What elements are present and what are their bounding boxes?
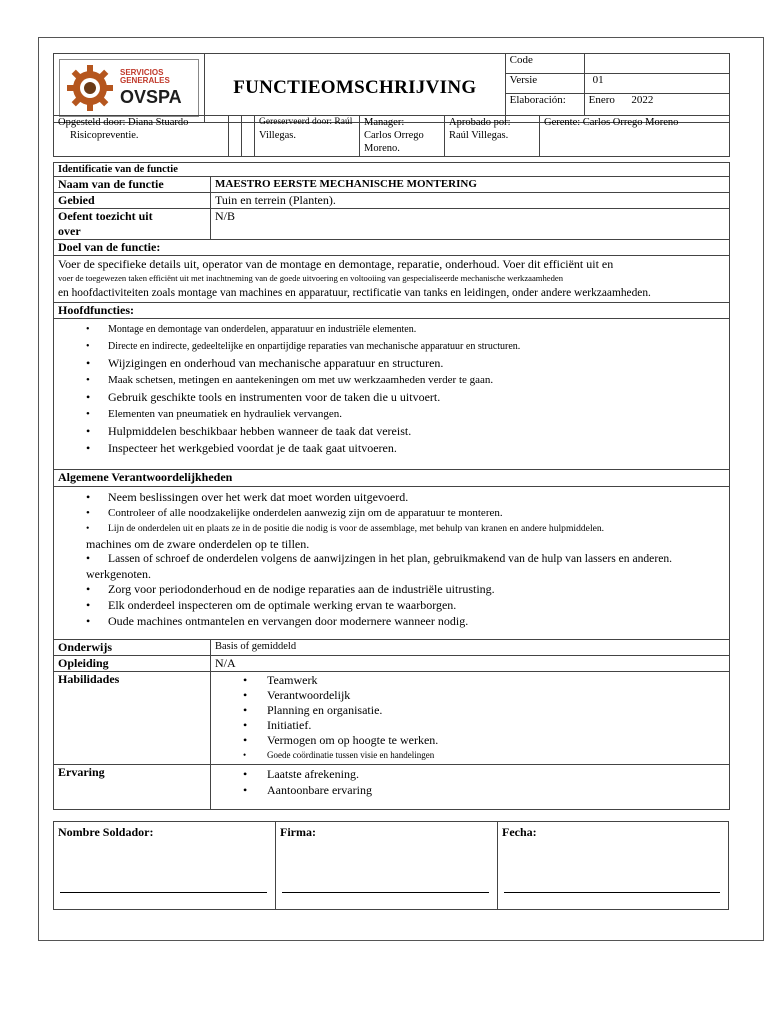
- meta-code-value: [584, 54, 729, 73]
- list-item: • Initiatief.: [215, 718, 725, 733]
- meta-table: [506, 54, 729, 116]
- fecha-signature-line[interactable]: [504, 892, 720, 893]
- doel-heading: Doel van de functie:: [54, 240, 730, 256]
- naam-label: Naam van de functie: [54, 177, 211, 193]
- ervaring-cell: [211, 765, 730, 810]
- doel-body: [54, 256, 730, 303]
- toezicht-value: N/B: [211, 209, 730, 240]
- list-item: • Verantwoordelijk: [215, 688, 725, 703]
- meta-versie-value: 01: [584, 73, 729, 93]
- gereserveerd-line2: Villegas.: [259, 130, 296, 141]
- document-title: FUNCTIEOMSCHRIJVING: [205, 54, 506, 123]
- nombre-signature-line[interactable]: [60, 892, 267, 893]
- ident-heading: Identificatie van de functie: [54, 163, 730, 177]
- meta-cell: [505, 54, 729, 123]
- list-item: • Hulpmiddelen beschikbaar hebben wanneer de taak dat vereist.: [58, 423, 725, 440]
- list-item: • Laatste afrekening.: [215, 766, 725, 782]
- aprobado-line2: Raúl Villegas.: [449, 130, 509, 141]
- habilidades-list: [215, 673, 725, 762]
- gerente-line: Gerente: Carlos Orrego Moreno: [544, 117, 679, 128]
- list-item: • Neem beslissingen over het werk dat moet worden uitgevoerd.: [58, 489, 725, 505]
- aprobado-line1: Aprobado por:: [449, 117, 511, 128]
- manager-line3: Moreno.: [364, 143, 400, 154]
- approval-row: [53, 115, 730, 157]
- list-item: • Wijzigingen en onderhoud van mechanische apparatuur en structuren.: [58, 355, 725, 372]
- habilidades-label: Habilidades: [54, 672, 211, 765]
- list-item: • Lijn de onderdelen uit en plaats ze in de positie die nodig is voor de assemblage, met behulp van kranen en andere hulpmiddelen.: [58, 521, 725, 537]
- document-header: [53, 53, 730, 123]
- opgesteld-cell: [54, 116, 229, 157]
- verant-heading: Algemene Verantwoordelijkheden: [54, 470, 730, 487]
- ervaring-label: Ervaring: [54, 765, 211, 810]
- toezicht-label: [54, 209, 211, 240]
- hoofd-heading: Hoofdfuncties:: [54, 303, 730, 319]
- list-item: • Zorg voor periodonderhoud en de nodige reparaties aan de industriële uitrusting.: [58, 581, 725, 597]
- list-item: • Aantoonbare ervaring: [215, 782, 725, 798]
- list-item: • Montage en demontage van onderdelen, apparatuur en industriële elementen.: [58, 321, 725, 338]
- firma-cell: [276, 822, 498, 910]
- ervaring-list: [215, 766, 725, 798]
- nombre-label: Nombre Soldador:: [58, 825, 154, 839]
- meta-elaboracion-label: Elaboración:: [506, 94, 585, 117]
- hoofd-body: [54, 319, 730, 470]
- list-item: • Planning en organisatie.: [215, 703, 725, 718]
- firma-signature-line[interactable]: [282, 892, 489, 893]
- fecha-cell: [498, 822, 729, 910]
- manager-line1: Manager:: [364, 117, 405, 128]
- logo-line1: SERVICIOS: [120, 68, 164, 77]
- list-item: • Controleer of alle noodzakelijke onderdelen aanwezig zijn om de apparatuur te monteren.: [58, 505, 725, 521]
- doel-line1: Voer de specifieke details uit, operator van de montage en demontage, reparatie, onderhoud. Voer dit efficiënt uit en: [58, 257, 614, 271]
- naam-value: MAESTRO EERSTE MECHANISCHE MONTERING: [211, 177, 730, 193]
- company-logo: [59, 59, 199, 117]
- gear-icon: [64, 62, 116, 114]
- nombre-cell: [54, 822, 276, 910]
- gereserveerd-line1: Gereserveerd door: Raúl: [259, 117, 353, 127]
- aprobado-cell: [445, 116, 540, 157]
- opgesteld-line1: Opgesteld door: Diana Stuardo: [58, 117, 189, 128]
- list-item: • Elk onderdeel inspecteren om de optimale werking ervan te waarborgen.: [58, 597, 725, 613]
- list-item: • Vermogen om op hoogte te werken.: [215, 733, 725, 748]
- spacer-cell-2: [242, 116, 255, 157]
- manager-line2: Carlos Orrego: [364, 130, 424, 141]
- opleiding-label: Opleiding: [54, 656, 211, 672]
- toezicht-label-line2: over: [58, 224, 81, 238]
- list-item: • Gebruik geschikte tools en instrumenten voor de taken die u uitvoert.: [58, 389, 725, 406]
- hoofd-list: [58, 321, 725, 457]
- onderwijs-value: Basis of gemiddeld: [211, 640, 730, 656]
- fecha-label: Fecha:: [502, 825, 537, 839]
- list-item: • Oude machines ontmantelen en vervangen door modernere wanneer nodig.: [58, 613, 725, 629]
- opgesteld-line2: Risicopreventie.: [70, 130, 139, 141]
- logo-cell: [54, 54, 205, 123]
- identification-table: [53, 162, 730, 810]
- gebied-value: Tuin en terrein (Planten).: [211, 193, 730, 209]
- list-item: • Teamwerk: [215, 673, 725, 688]
- list-item: • Goede coördinatie tussen visie en handelingen: [215, 748, 725, 762]
- list-item-continuation: machines om de zware onderdelen op te tillen.: [86, 537, 310, 551]
- meta-code-label: Code: [506, 54, 585, 73]
- verant-list: [58, 489, 725, 629]
- signature-table: [53, 821, 729, 910]
- habilidades-cell: [211, 672, 730, 765]
- list-item-continuation: werkgenoten.: [86, 567, 151, 581]
- onderwijs-label: Onderwijs: [54, 640, 211, 656]
- logo-line2: GENERALES: [120, 76, 170, 85]
- firma-label: Firma:: [280, 825, 316, 839]
- list-item: • Directe en indirecte, gedeeltelijke en onpartijdige reparaties van mechanische apparatuur en structuren.: [58, 338, 725, 355]
- gebied-label: Gebied: [54, 193, 211, 209]
- logo-brand: OVSPA: [120, 87, 182, 107]
- manager-cell: [360, 116, 445, 157]
- doel-line2: voer de toegewezen taken efficiënt uit met inachtneming van de goede uitvoering en voltooiing van gespecialiseerde mechanische werkzaamheden: [58, 273, 563, 283]
- verant-body: [54, 487, 730, 640]
- opleiding-value: N/A: [211, 656, 730, 672]
- doel-line3: en hoofdactiviteiten zoals montage van machines en apparatuur, rectificatie van tanks en leidingen, onder andere werkzaamheden.: [58, 287, 651, 299]
- list-item: • Elementen van pneumatiek en hydrauliek vervangen.: [58, 406, 725, 423]
- spacer-cell-1: [229, 116, 242, 157]
- meta-elaboracion-value: Enero 2022: [584, 94, 729, 117]
- gerente-cell: [540, 116, 730, 157]
- list-item: • Inspecteer het werkgebied voordat je de taak gaat uitvoeren.: [58, 440, 725, 457]
- list-item: • Lassen of schroef de onderdelen volgens de aanwijzingen in het plan, gebruikmakend van de hulp van lassers en anderen.: [58, 551, 725, 567]
- toezicht-label-line1: Oefent toezicht uit: [58, 209, 153, 223]
- list-item: • Maak schetsen, metingen en aantekeningen om met uw werkzaamheden verder te gaan.: [58, 372, 725, 389]
- meta-versie-label: Versie: [506, 73, 585, 93]
- gereserveerd-cell: [255, 116, 360, 157]
